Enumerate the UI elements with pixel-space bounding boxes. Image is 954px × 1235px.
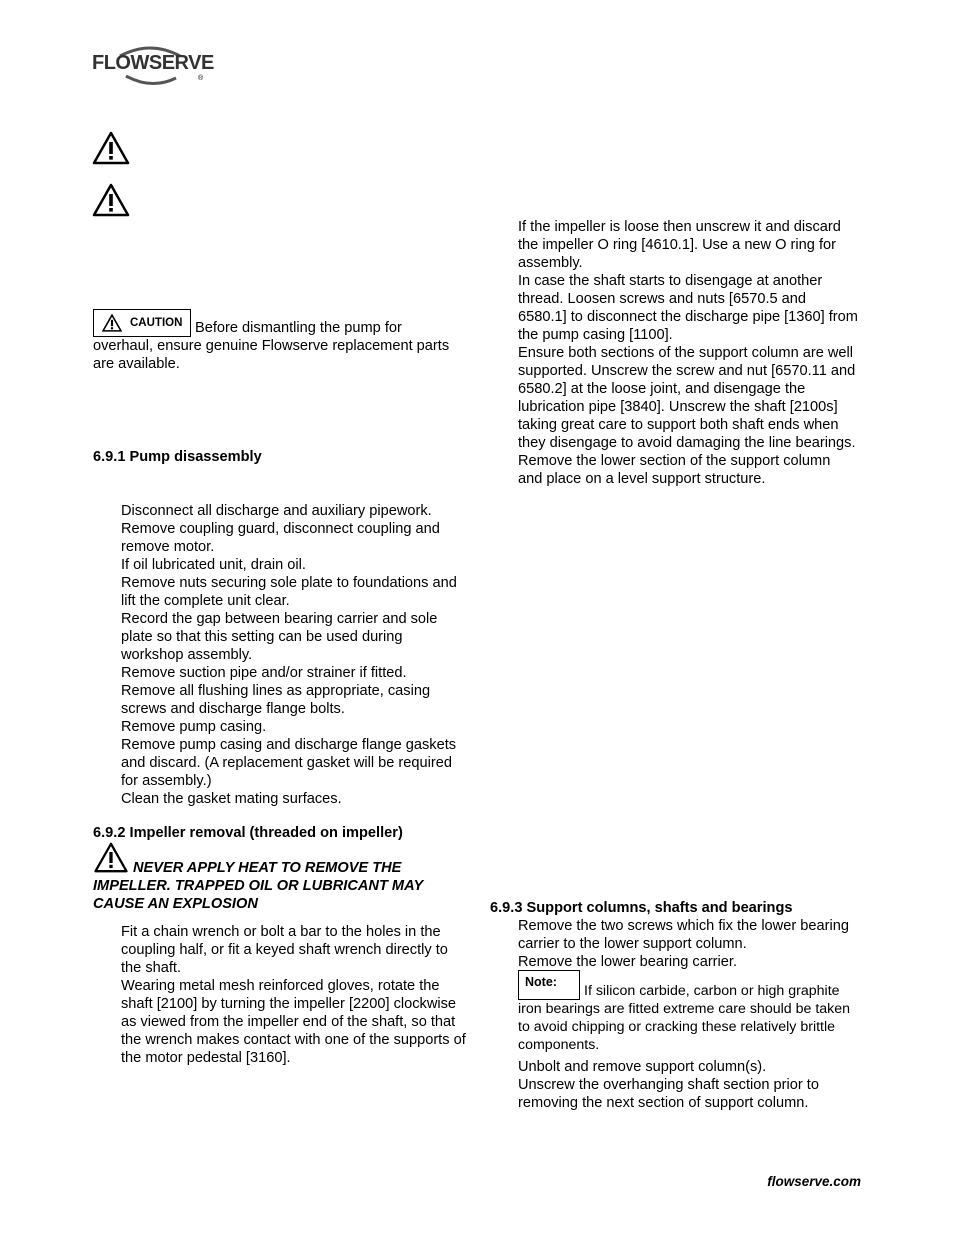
note-paragraph [518, 970, 863, 1054]
pump-disassembly-steps [121, 502, 466, 808]
caution-label: CAUTION [130, 317, 183, 329]
support-columns-steps-continued [518, 1058, 858, 1112]
list-item: Unscrew the overhanging shaft section prior to removing the next section of support column. [518, 1077, 819, 1111]
list-item: Clean the gasket mating surfaces. [121, 791, 342, 807]
caution-paragraph [93, 309, 453, 373]
impeller-removal-steps-continued [518, 218, 858, 488]
list-item: Record the gap between bearing carrier and sole plate so that this setting can be used during workshop assembly. [121, 611, 438, 663]
list-item: Remove coupling guard, disconnect coupling and remove motor. [121, 521, 440, 555]
list-item: Remove pump casing. [121, 719, 267, 735]
list-item: Unbolt and remove support column(s). [518, 1059, 767, 1075]
section-heading-support-columns: 6.9.3 Support columns, shafts and bearings [490, 900, 793, 916]
list-item: Remove the two screws which fix the lower bearing carrier to the lower support column. [518, 918, 849, 952]
warning-icon [92, 131, 130, 165]
caution-icon [102, 314, 122, 332]
note-label: Note: [525, 975, 557, 989]
impeller-removal-steps [121, 923, 466, 1067]
list-item: Remove nuts securing sole plate to foundations and lift the complete unit clear. [121, 575, 457, 609]
note-badge [518, 970, 580, 1000]
warning-icon [92, 183, 130, 217]
list-item: Ensure both sections of the support column are well supported. Unscrew the screw and nut [6570.11 and 6580.2] at the loose joint, and disengage the lubrication pipe [3840]. Unscrew the shaft [2100s] taking great care to support both shaft ends when they disengage to avoid damaging the line bearings. [518, 345, 856, 451]
note-text: If silicon carbide, carbon or high graphite iron bearings are fitted extreme care should be taken to avoid chipping or cracking these relatively brittle components. [518, 983, 851, 1053]
list-item: If the impeller is loose then unscrew it and discard the impeller O ring [4610.1]. Use a new O ring for assembly. [518, 219, 841, 271]
list-item: Disconnect all discharge and auxiliary pipework. [121, 503, 432, 519]
footer-website: flowserve.com [767, 1174, 861, 1189]
list-item: If oil lubricated unit, drain oil. [121, 557, 306, 573]
list-item: In case the shaft starts to disengage at another thread. Loosen screws and nuts [6570.5 and 6580.1] to disconnect the discharge pipe [1360] from the pump casing [1100]. [518, 273, 858, 343]
list-item: Remove the lower section of the support column and place on a level support structure. [518, 453, 831, 487]
support-columns-steps [518, 917, 858, 971]
caution-text: Before dismantling the pump for overhaul, ensure genuine Flowserve replacement parts are available. [93, 320, 450, 372]
logo-registered: ® [198, 75, 204, 82]
list-item: Remove all flushing lines as appropriate, casing screws and discharge flange bolts. [121, 683, 431, 717]
list-item: Remove suction pipe and/or strainer if fitted. [121, 665, 407, 681]
list-item: Remove pump casing and discharge flange gaskets and discard. (A replacement gasket will be required for assembly.) [121, 737, 457, 789]
list-item: Fit a chain wrench or bolt a bar to the holes in the coupling half, or fit a keyed shaft wrench directly to the shaft. [121, 924, 448, 976]
caution-badge [93, 309, 191, 337]
section-heading-impeller-removal: 6.9.2 Impeller removal (threaded on impeller) [93, 825, 403, 841]
list-item: Remove the lower bearing carrier. [518, 954, 738, 970]
flowserve-logo [92, 42, 214, 86]
section-heading-pump-disassembly: 6.9.1 Pump disassembly [93, 449, 262, 465]
impeller-heat-warning: NEVER APPLY HEAT TO REMOVE THE IMPELLER. TRAPPED OIL OR LUBRICANT MAY CAUSE AN EXPLOSION [93, 860, 423, 912]
logo-text: FLOWSERVE [92, 52, 214, 74]
list-item: Wearing metal mesh reinforced gloves, rotate the shaft [2100] by turning the impeller [2200] clockwise as viewed from the impeller end of the shaft, so that the wrench makes contact with one of the supports of the motor pedestal [3160]. [121, 978, 466, 1066]
